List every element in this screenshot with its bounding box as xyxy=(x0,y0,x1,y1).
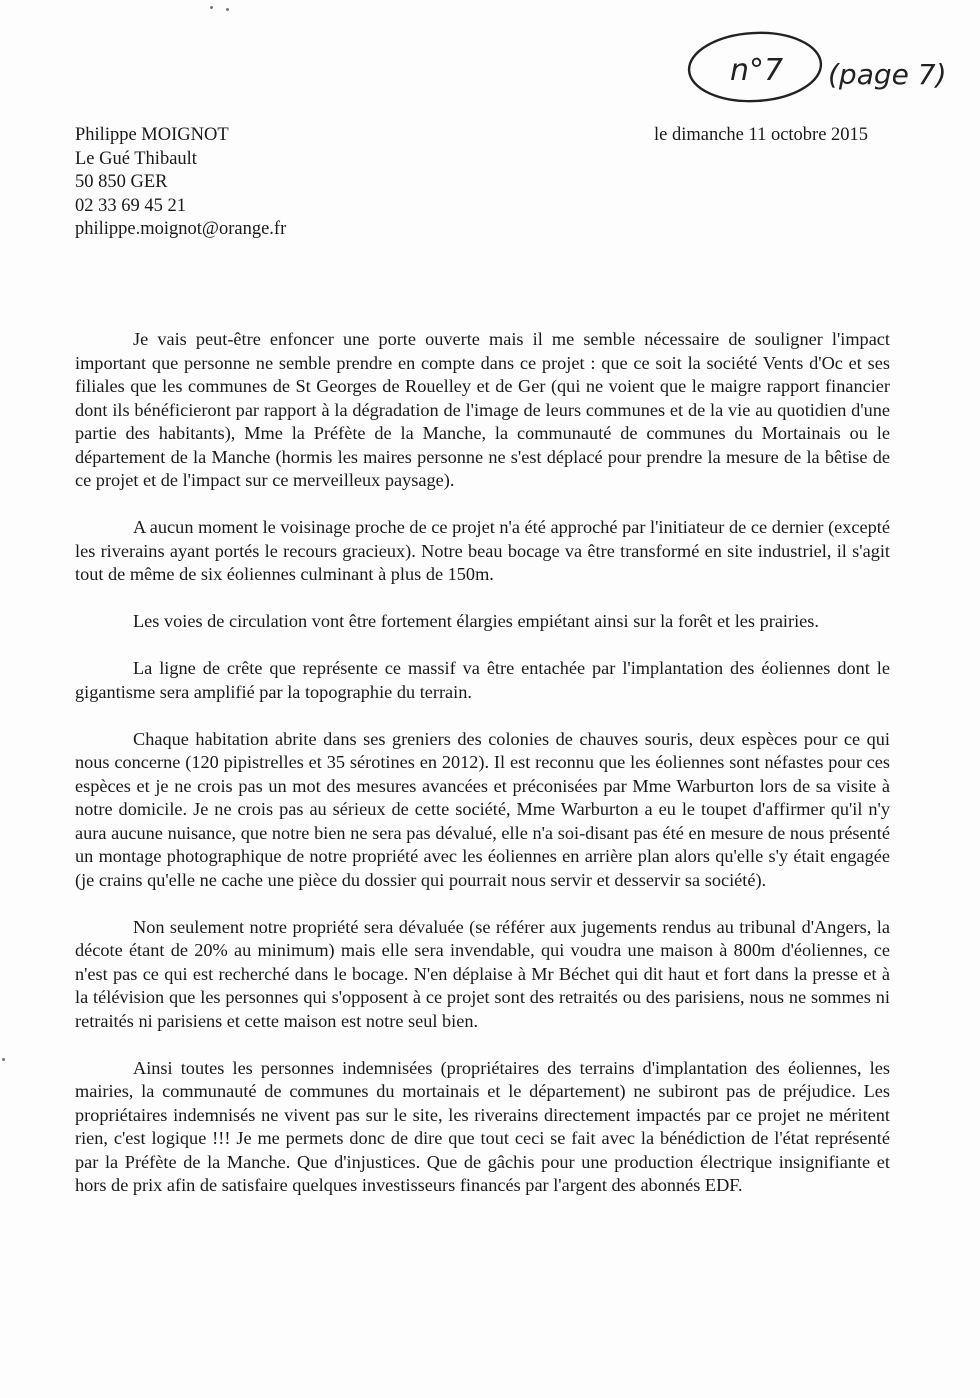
paragraph: A aucun moment le voisinage proche de ce projet n'a été approché par l'initiateur de ce dernier (excepté les riverains ayant portés le recours gracieux). Notre beau bocage va être transformé en site industriel, il s'agit tout de même de six éoliennes culminant à plus de 150m. xyxy=(75,517,890,584)
paragraph: Les voies de circulation vont être fortement élargies empiétant ainsi sur la forêt et les prairies. xyxy=(133,611,819,631)
letter-date: le dimanche 11 octobre 2015 xyxy=(654,125,869,145)
paragraph: Je vais peut-être enfoncer une porte ouverte mais il me semble nécessaire de souligner l'impact important que personne ne semble prendre en compte dans ce projet : que ce soit la société Vents d'Oc et ses filiales que les communes de St Georges de Rouelley et de Ger (qui ne voient que le maigre rapport financier dont ils bénéficieront par rapport à la dégradation de l'image de leurs communes et de la vie au quotidien d'une partie des habitants), Mme la Préfète de la Manche, la communauté de communes du Mortainais ou le département de la Manche (hormis les maires personne ne s'est déplacé pour prendre la mesure de la bêtise de ce projet et de l'impact sur ce merveilleux paysage). xyxy=(75,329,890,490)
paragraph: La ligne de crête que représente ce massif va être entachée par l'implantation des éoliennes dont le gigantisme sera amplifié par la topographie du terrain. xyxy=(75,658,890,702)
letter-body xyxy=(75,328,890,1221)
sender-street: Le Gué Thibault xyxy=(75,148,197,169)
handwritten-page-annotation xyxy=(680,22,950,112)
scan-speck xyxy=(210,6,213,9)
annotation-number: n°7 xyxy=(730,53,784,88)
scan-speck xyxy=(226,8,229,11)
sender-email: philippe.moignot@orange.fr xyxy=(75,219,287,239)
paragraph: Ainsi toutes les personnes indemnisées (propriétaires des terrains d'implantation des éoliennes, les mairies, la communauté de communes du mortainais et le département) ne subiront pas de préjudice. Les propriétaires indemnisés ne vivent pas sur le site, les riverains directement impactés par ce projet ne méritent rien, c'est logique !!! Je me permets donc de dire que tout ceci se fait avec la bénédiction de l'état représenté par la Préfète de la Manche. Que d'injustices. Que de gâchis pour une production électrique insignifiante et hors de prix afin de satisfaire quelques investisseurs financés par l'argent des abonnés EDF. xyxy=(75,1057,890,1195)
scan-speck xyxy=(2,1058,5,1061)
sender-phone: 02 33 69 45 21 xyxy=(75,195,186,216)
sender-name: Philippe MOIGNOT xyxy=(75,125,229,145)
paragraph: Non seulement notre propriété sera dévaluée (se référer aux jugements rendus au tribunal d'Angers, la décote étant de 20% au minimum) mais elle sera invendable, qui voudra une maison à 800m d'éoliennes, ce n'est pas ce qui est recherché dans le bocage. N'en déplaise à Mr Béchet qui dit haut et fort dans la presse et à la télévision que les personnes qui s'opposent à ce projet sont des retraités ou des parisiens, nous ne sommes ni retraités ni parisiens et cette maison est notre seul bien. xyxy=(75,916,890,1031)
sender-city: 50 850 GER xyxy=(75,172,168,192)
paragraph: Chaque habitation abrite dans ses greniers des colonies de chauves souris, deux espèces pour ce qui nous concerne (120 pipistrelles et 35 sérotines en 2012). Il est reconnu que les éoliennes sont néfastes pour ces espèces et je ne crois pas un mot des mesures avancées et préconisées par Mme Warburton lors de sa visite à notre domicile. Je ne crois pas au sérieux de cette société, Mme Warburton a eu le toupet d'affirmer qu'il n'y aura aucune nuisance, que notre bien ne sera pas dévalué, elle n'a soi-disant pas été en mesure de nous présenté un montage photographique de notre propriété avec les éoliennes en arrière plan alors qu'elle s'y était engagée (je crains qu'elle ne cache une pièce du dossier qui pourrait nous servir et desservir sa société). xyxy=(75,728,890,890)
sender-block xyxy=(75,124,286,242)
annotation-page-label: (page 7) xyxy=(828,58,947,91)
